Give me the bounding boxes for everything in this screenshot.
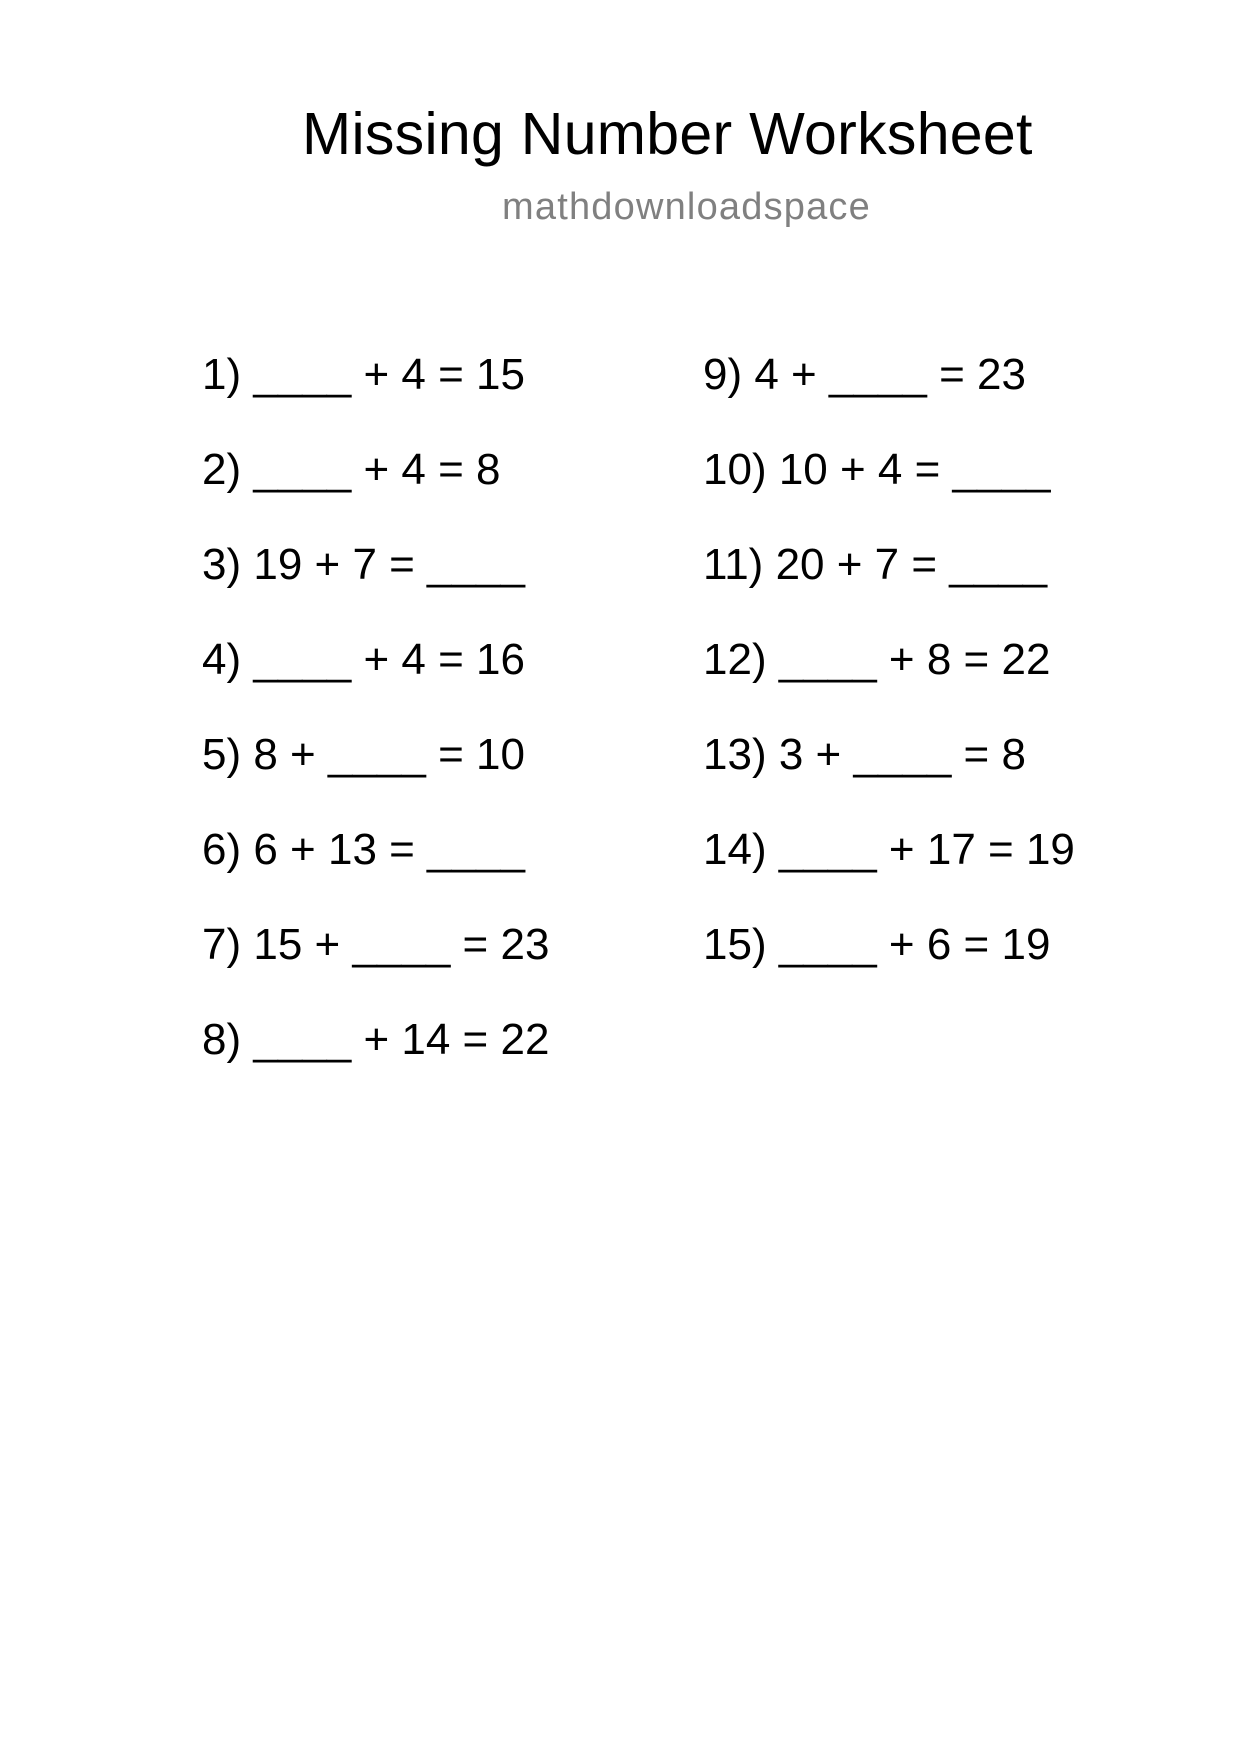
problem-8 <box>202 1015 549 1065</box>
problem-equation: ____ + 4 = 15 <box>253 350 525 399</box>
problem-equation: 10 + 4 = ____ <box>778 445 1051 494</box>
problem-3 <box>202 540 525 590</box>
problem-number: 3) <box>202 540 242 589</box>
problem-number: 14) <box>703 825 767 874</box>
problem-equation: ____ + 17 = 19 <box>778 825 1075 874</box>
problem-equation: 6 + 13 = ____ <box>253 825 525 874</box>
problem-13 <box>703 730 1026 780</box>
problem-number: 12) <box>703 635 767 684</box>
problem-equation: ____ + 6 = 19 <box>778 920 1051 969</box>
problem-number: 11) <box>703 540 764 589</box>
problem-number: 1) <box>202 350 242 399</box>
problem-number: 8) <box>202 1015 242 1064</box>
problem-number: 6) <box>202 825 242 874</box>
problem-number: 7) <box>202 920 242 969</box>
problem-equation: ____ + 8 = 22 <box>778 635 1051 684</box>
problem-15 <box>703 920 1050 970</box>
problem-equation: ____ + 4 = 8 <box>253 445 501 494</box>
problem-1 <box>202 350 525 400</box>
problem-number: 9) <box>703 350 743 399</box>
problem-equation: 3 + ____ = 8 <box>778 730 1026 779</box>
problem-equation: 8 + ____ = 10 <box>253 730 525 779</box>
problem-2 <box>202 445 500 495</box>
problem-7 <box>202 920 549 970</box>
problem-number: 4) <box>202 635 242 684</box>
problem-number: 10) <box>703 445 767 494</box>
problem-equation: 19 + 7 = ____ <box>253 540 525 589</box>
problem-equation: ____ + 14 = 22 <box>253 1015 550 1064</box>
problem-number: 2) <box>202 445 242 494</box>
problem-equation: 15 + ____ = 23 <box>253 920 550 969</box>
problem-equation: 20 + 7 = ____ <box>775 540 1048 589</box>
problem-12 <box>703 635 1050 685</box>
problem-number: 5) <box>202 730 242 779</box>
problem-equation: ____ + 4 = 16 <box>253 635 525 684</box>
worksheet-subtitle: mathdownloadspace <box>502 186 871 228</box>
problem-14 <box>703 825 1075 875</box>
problem-4 <box>202 635 525 685</box>
worksheet-title: Missing Number Worksheet <box>302 101 1033 167</box>
problem-10 <box>703 445 1050 495</box>
problem-number: 15) <box>703 920 767 969</box>
problem-number: 13) <box>703 730 767 779</box>
problem-6 <box>202 825 525 875</box>
problem-5 <box>202 730 525 780</box>
problem-equation: 4 + ____ = 23 <box>754 350 1026 399</box>
problem-11 <box>703 540 1047 590</box>
problem-9 <box>703 350 1026 400</box>
